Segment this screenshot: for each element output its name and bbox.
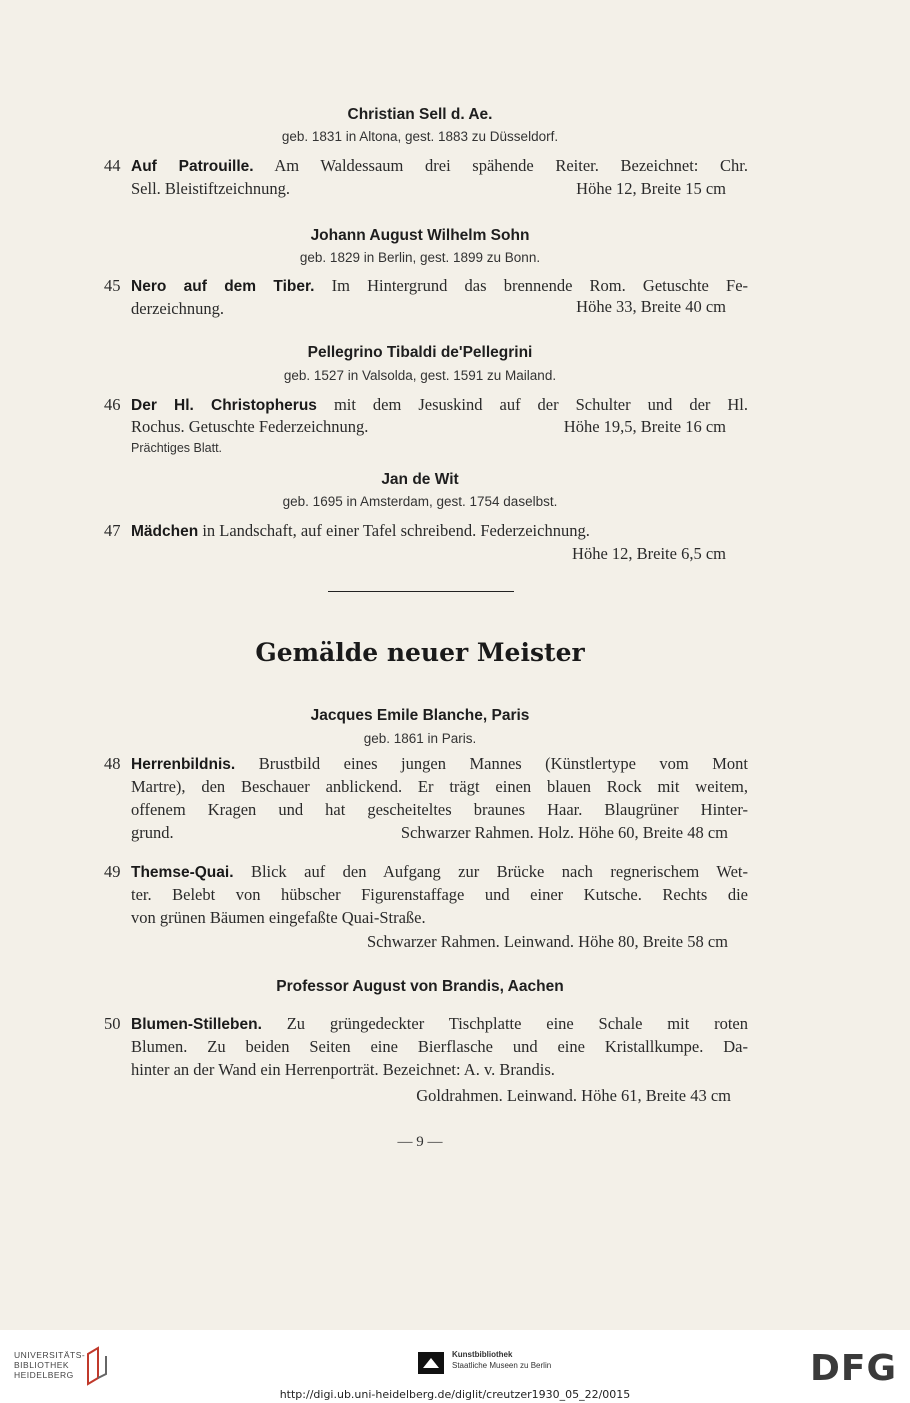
description-text: mit dem Jesuskind auf der Schulter und der Hl. <box>333 395 749 414</box>
page-number: — 9 — <box>397 1134 443 1150</box>
section-divider <box>328 591 514 592</box>
lot-size: Schwarzer Rahmen. Holz. Höhe 60, Breite 48 cm <box>400 823 728 842</box>
lot-description <box>131 1014 748 1035</box>
lot-size: Höhe 33, Breite 40 cm <box>576 297 726 316</box>
description-text: Am Waldessaum drei spähende Reiter. Bezeichnet: Chr. <box>274 156 748 175</box>
lot-title: Herrenbildnis. <box>131 756 236 773</box>
lot-size: Höhe 12, Breite 6,5 cm <box>572 544 726 563</box>
kunstbibliothek-logo-icon[interactable] <box>418 1352 444 1374</box>
lot-number: 48 <box>104 754 121 773</box>
lot-number: 45 <box>104 276 121 295</box>
description-text: Rochus. Getuschte Federzeichnung. <box>131 417 369 436</box>
lot-description <box>131 156 748 177</box>
ub-heidelberg-logo[interactable] <box>14 1350 85 1380</box>
dfg-logo[interactable]: DFG <box>810 1348 898 1389</box>
lot-title: Auf Patrouille. <box>131 158 254 175</box>
lot-description <box>131 862 748 883</box>
ub-heidelberg-mark-icon <box>84 1346 110 1386</box>
lot-title: Blumen-Stilleben. <box>131 1016 262 1033</box>
lot-number: 49 <box>104 862 121 881</box>
artist-dates: geb. 1695 in Amsterdam, gest. 1754 daselbst. <box>282 494 558 509</box>
lot-number: 50 <box>104 1014 121 1033</box>
description-text: Brustbild eines jungen Mannes (Künstlertype vom Mont <box>258 754 748 773</box>
lot-size: Schwarzer Rahmen. Leinwand. Höhe 80, Breite 58 cm <box>366 932 728 951</box>
artist-name: Christian Sell d. Ae. <box>347 106 493 123</box>
lot-title: Themse-Quai. <box>131 864 234 881</box>
description-text: Blumen. Zu beiden Seiten eine Bierflasche und eine Kristallkumpe. Da- <box>131 1037 748 1056</box>
logo-text: Staatliche Museen zu Berlin <box>452 1361 552 1370</box>
description-text: Martre), den Beschauer anblickend. Er trägt einen blauen Rock mit weitem, <box>131 777 748 796</box>
logo-text: HEIDELBERG <box>14 1370 74 1380</box>
section-heading: Gemälde neuer Meister <box>255 638 585 667</box>
artist-name: Johann August Wilhelm Sohn <box>310 227 530 244</box>
lot-size: Höhe 12, Breite 15 cm <box>576 179 726 198</box>
permalink-url[interactable]: http://digi.ub.uni-heidelberg.de/diglit/creutzer1930_05_22/0015 <box>279 1388 631 1401</box>
description-text: in Landschaft, auf einer Tafel schreibend. Federzeichnung. <box>202 521 590 540</box>
lot-size: Höhe 19,5, Breite 16 cm <box>563 417 726 436</box>
artist-dates: geb. 1527 in Valsolda, gest. 1591 zu Mailand. <box>283 368 557 383</box>
lot-number: 44 <box>104 156 121 175</box>
logo-text: BIBLIOTHEK <box>14 1360 70 1370</box>
description-text: offenem Kragen und hat gescheiteltes braunes Haar. Blaugrüner Hinter- <box>131 800 748 819</box>
artist-name: Pellegrino Tibaldi de'Pellegrini <box>307 344 533 361</box>
description-text: Sell. Bleistiftzeichnung. <box>131 179 291 198</box>
lot-description <box>131 395 748 416</box>
description-text: Blick auf den Aufgang zur Brücke nach regnerischem Wet- <box>250 862 748 881</box>
artist-dates: geb. 1831 in Altona, gest. 1883 zu Düsseldorf. <box>281 129 559 144</box>
description-text: derzeichnung. <box>131 299 224 318</box>
artist-dates: geb. 1861 in Paris. <box>363 731 477 746</box>
lot-title: Mädchen <box>131 523 199 540</box>
lot-number: 47 <box>104 521 121 540</box>
kunstbibliothek-text <box>452 1349 551 1371</box>
logo-text: Kunstbibliothek <box>452 1350 513 1359</box>
lot-description <box>131 754 748 775</box>
description-text: Zu grüngedeckter Tischplatte eine Schale mit roten <box>286 1014 749 1033</box>
lot-number: 46 <box>104 395 121 414</box>
lot-description <box>131 276 748 297</box>
description-text: von grünen Bäumen eingefaßte Quai-Straße. <box>131 908 426 927</box>
description-text: ter. Belebt von hübscher Figurenstaffage und einer Kutsche. Rechts die <box>131 885 748 904</box>
artist-name: Jan de Wit <box>381 471 459 488</box>
lot-size: Goldrahmen. Leinwand. Höhe 61, Breite 43 cm <box>416 1086 731 1105</box>
lot-note: Prächtiges Blatt. <box>131 441 223 455</box>
artist-name: Jacques Emile Blanche, Paris <box>310 707 530 724</box>
logo-text: UNIVERSITÄTS- <box>14 1350 86 1360</box>
lot-title: Der Hl. Christopherus <box>131 397 317 414</box>
lot-description <box>131 521 721 542</box>
description-text: grund. <box>131 823 174 842</box>
description-text: hinter an der Wand ein Herrenporträt. Bezeichnet: A. v. Brandis. <box>131 1060 555 1079</box>
lot-title: Nero auf dem Tiber. <box>131 278 315 295</box>
artist-dates: geb. 1829 in Berlin, gest. 1899 zu Bonn. <box>299 250 541 265</box>
artist-name: Professor August von Brandis, Aachen <box>276 978 564 995</box>
description-text: Im Hintergrund das brennende Rom. Getuschte Fe- <box>331 276 749 295</box>
